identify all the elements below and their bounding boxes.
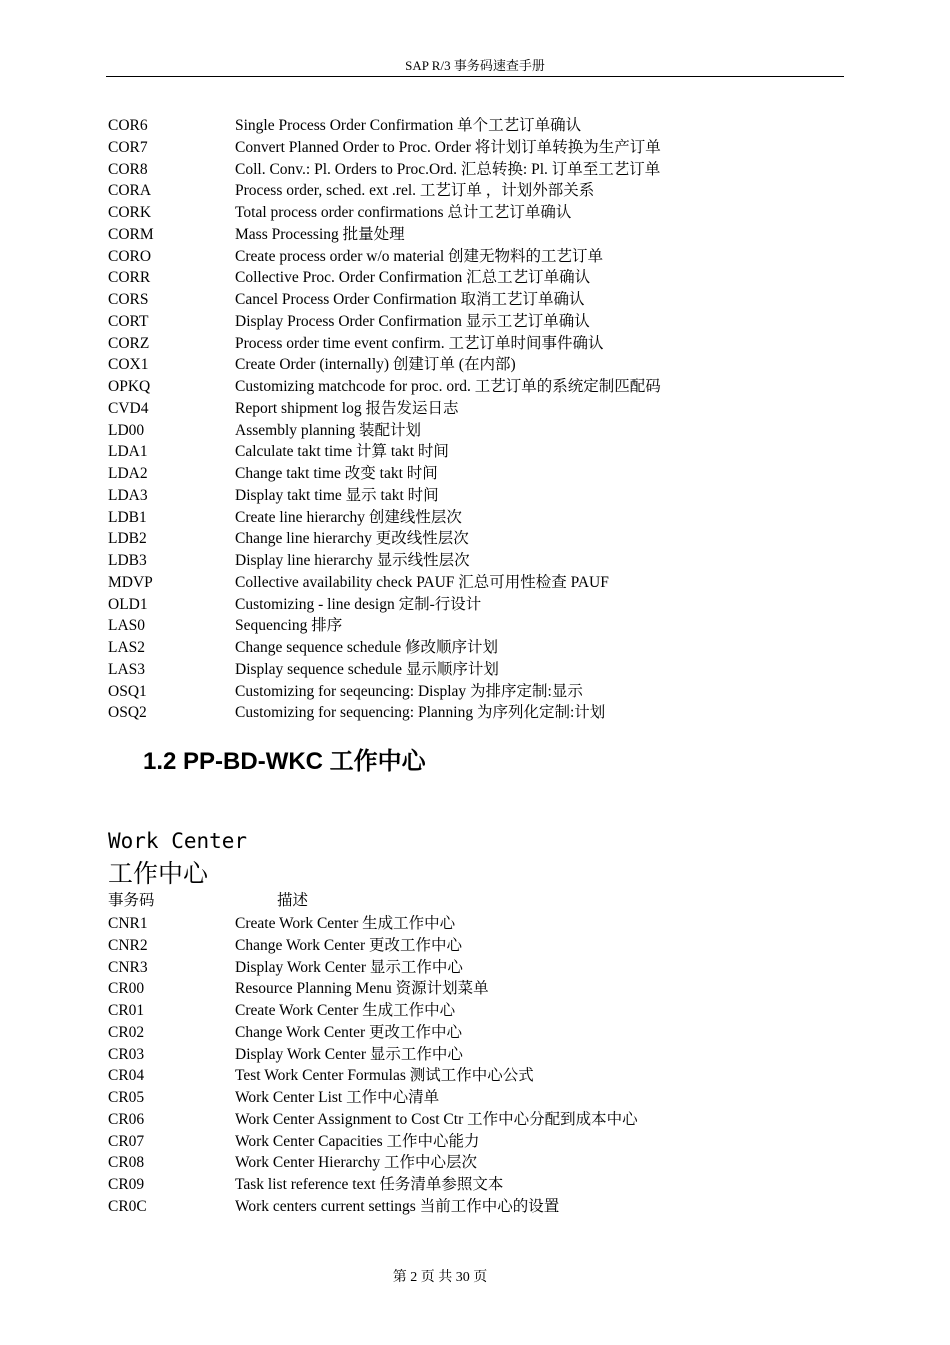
transaction-code: LAS2: [108, 639, 146, 656]
transaction-code: OSQ2: [108, 704, 147, 722]
transaction-description: Assembly planning 装配计划: [235, 421, 421, 439]
transaction-code: COR7: [108, 138, 148, 156]
transaction-code: CR08: [108, 1154, 145, 1172]
transaction-description: Process order, sched. ext .rel. 工艺订单 ，计划外部关系: [235, 182, 595, 200]
transaction-description: Work centers current settings 当前工作中心的设置: [235, 1197, 560, 1215]
transaction-description: Total process order confirmations 总计工艺订单确认: [235, 204, 572, 221]
transaction-code: CORS: [108, 291, 149, 308]
transaction-description: Single Process Order Confirmation 单个工艺订单确认: [235, 117, 582, 134]
transaction-code: CORT: [108, 312, 149, 330]
transaction-code: LAS3: [108, 660, 146, 678]
transaction-code: CR03: [108, 1045, 145, 1063]
transaction-description: Create Order (internally) 创建订单 (在内部): [235, 356, 516, 374]
transaction-description: Work Center Hierarchy 工作中心层次: [235, 1154, 477, 1172]
column-header-desc: 描述: [277, 892, 309, 909]
transaction-description: Collective Proc. Order Confirmation 汇总工艺订单确认: [235, 269, 591, 287]
transaction-description: Task list reference text 任务清单参照文本: [235, 1176, 504, 1193]
transaction-description: Cancel Process Order Confirmation 取消工艺订单确认: [235, 291, 585, 308]
transaction-code: CNR2: [108, 936, 148, 954]
transaction-code: OLD1: [108, 595, 148, 613]
transaction-code: COR8: [108, 160, 148, 178]
transaction-code: CR01: [108, 1002, 145, 1019]
column-header-code: 事务码: [108, 892, 155, 909]
transaction-description: Display Process Order Confirmation 显示工艺订单确认: [235, 312, 590, 330]
page-footer: 第 2 页 共 30 页: [392, 1270, 488, 1285]
transaction-description: Display Work Center 显示工作中心: [235, 958, 463, 976]
transaction-description: Resource Planning Menu 资源计划菜单: [235, 980, 489, 998]
transaction-code: LDB1: [108, 508, 147, 526]
transaction-description: Change sequence schedule 修改顺序计划: [235, 639, 499, 656]
transaction-code: COR6: [108, 117, 148, 134]
transaction-code: CNR1: [108, 915, 148, 932]
transaction-code: CORA: [108, 182, 152, 200]
transaction-code: LD00: [108, 421, 145, 439]
transaction-description: Create process order w/o material 创建无物料的工艺订单: [235, 247, 604, 265]
transaction-description: Coll. Conv.: Pl. Orders to Proc.Ord. 汇总转换: Pl. 订单至工艺订单: [235, 160, 661, 178]
transaction-code: CORR: [108, 269, 151, 287]
transaction-description: Create Work Center 生成工作中心: [235, 915, 456, 932]
transaction-description: Change Work Center 更改工作中心: [235, 936, 463, 954]
transaction-code: CR00: [108, 980, 145, 998]
transaction-description: Customizing matchcode for proc. ord. 工艺订单的系统定制匹配码: [235, 378, 661, 395]
transaction-description: Display line hierarchy 显示线性层次: [235, 552, 470, 569]
transaction-code: CR02: [108, 1023, 145, 1041]
transaction-code: COX1: [108, 356, 149, 374]
transaction-description: Work Center Capacities 工作中心能力: [235, 1132, 480, 1150]
transaction-description: Test Work Center Formulas 测试工作中心公式: [235, 1067, 534, 1085]
transaction-description: Report shipment log 报告发运日志: [235, 399, 459, 417]
transaction-code: CR04: [108, 1067, 145, 1085]
transaction-code: OPKQ: [108, 378, 151, 395]
transaction-code: CR06: [108, 1110, 145, 1128]
transaction-description: Mass Processing 批量处理: [235, 225, 405, 243]
transaction-code: LDA3: [108, 486, 148, 504]
transaction-description: Customizing - line design 定制-行设计: [235, 595, 482, 613]
transaction-code: CR0C: [108, 1197, 147, 1215]
section-heading: 1.2 PP-BD-WKC 工作中心: [143, 748, 426, 775]
transaction-description: Change takt time 改变 takt 时间: [235, 465, 438, 482]
transaction-description: Display Work Center 显示工作中心: [235, 1045, 463, 1063]
transaction-description: Sequencing 排序: [235, 617, 343, 635]
transaction-description: Create Work Center 生成工作中心: [235, 1002, 456, 1019]
work-center-title-en: Work Center: [108, 829, 248, 853]
transaction-description: Create line hierarchy 创建线性层次: [235, 508, 462, 526]
transaction-description: Collective availability check PAUF 汇总可用性检查 PAUF: [235, 573, 609, 591]
work-center-title-cn: 工作中心: [108, 859, 209, 888]
transaction-code: LDA1: [108, 443, 148, 461]
transaction-code: MDVP: [108, 573, 153, 591]
transaction-code: CNR3: [108, 958, 148, 976]
transaction-description: Customizing for seqeuncing: Display 为排序定制:显示: [235, 682, 583, 700]
transaction-description: Customizing for sequencing: Planning 为序列化定制:计划: [235, 704, 606, 722]
transaction-description: Work Center List 工作中心清单: [235, 1089, 440, 1106]
transaction-code: CORM: [108, 225, 154, 243]
transaction-description: Change Work Center 更改工作中心: [235, 1023, 463, 1041]
transaction-description: Display sequence schedule 显示顺序计划: [235, 660, 499, 678]
transaction-description: Convert Planned Order to Proc. Order 将计划订单转换为生产订单: [235, 138, 661, 156]
transaction-description: Change line hierarchy 更改线性层次: [235, 530, 469, 548]
transaction-description: Display takt time 显示 takt 时间: [235, 486, 439, 504]
transaction-code: LDB2: [108, 530, 147, 548]
transaction-code: CR09: [108, 1176, 145, 1193]
transaction-code: LAS0: [108, 617, 146, 635]
transaction-code: CVD4: [108, 399, 149, 417]
transaction-code: CR07: [108, 1132, 145, 1150]
transaction-description: Process order time event confirm. 工艺订单时间事件确认: [235, 334, 604, 352]
transaction-description: Work Center Assignment to Cost Ctr 工作中心分配到成本中心: [235, 1110, 638, 1128]
transaction-code: LDA2: [108, 465, 148, 482]
transaction-code: CORK: [108, 204, 152, 221]
transaction-code: CORO: [108, 247, 152, 265]
transaction-code: CORZ: [108, 334, 150, 352]
transaction-code: OSQ1: [108, 682, 147, 700]
page-header: SAP R/3 事务码速查手册: [405, 58, 545, 73]
transaction-code: LDB3: [108, 552, 147, 569]
transaction-code: CR05: [108, 1089, 145, 1106]
header-rule: [106, 76, 844, 77]
transaction-description: Calculate takt time 计算 takt 时间: [235, 443, 449, 461]
